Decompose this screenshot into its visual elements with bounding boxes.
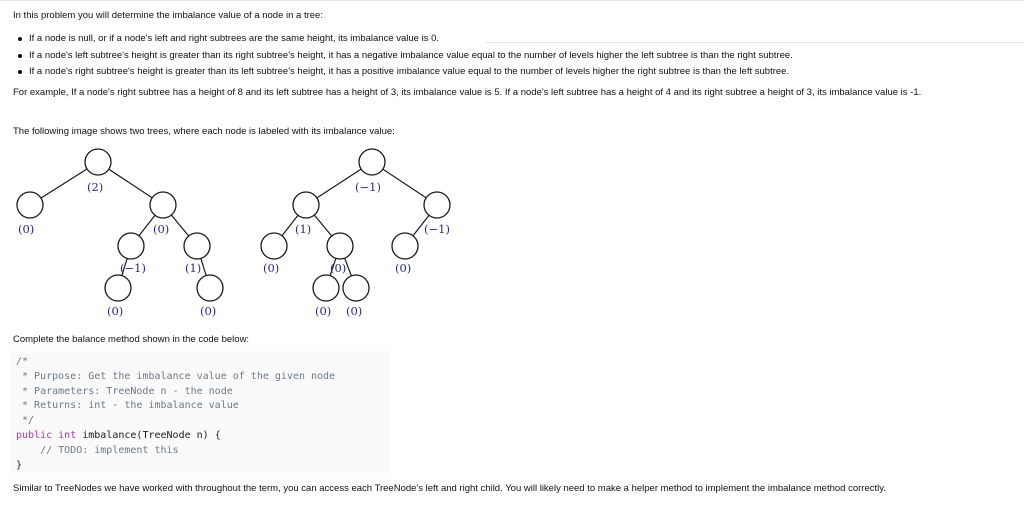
tree1-rr-right-label: (0)	[200, 304, 217, 318]
method-signature: imbalance(TreeNode n) {	[76, 429, 221, 441]
rule-item: If a node's right subtree's height is greater than its left subtree's height, it has a positive imbalance value equal to the number of levels higher the right subtree is than the left subtree.	[13, 64, 793, 81]
code-line: * Purpose: Get the imbalance value of the given node	[16, 370, 336, 382]
example-text: For example, If a node's right subtree has a height of 8 and its left subtree has a height of 3, its imbalance value is 5. If a node's left subtree has a height of 4 and its right subtree a height of 3, its imbalance value is -1.	[13, 87, 922, 98]
tree2-left-right-node	[327, 233, 353, 259]
tree1-left-label: (0)	[18, 222, 35, 236]
code-line: // TODO: implement this	[16, 444, 179, 456]
tree1-right-label: (0)	[153, 222, 170, 236]
rule-item: If a node is null, or if a node's left and right subtrees are the same height, its imbalance value is 0.	[13, 31, 793, 48]
tree1-right-left-label: (−1)	[120, 261, 146, 275]
tree1-rr-right-node	[197, 275, 223, 301]
tree2-lr-left-label: (0)	[315, 304, 332, 318]
tree2-left-left-node	[261, 233, 287, 259]
tree1-right-right-node	[184, 233, 210, 259]
intro-text: In this problem you will determine the imbalance value of a node in a tree:	[13, 10, 323, 21]
tree2-left-label: (1)	[295, 222, 312, 236]
tree2-right-left-label: (0)	[395, 261, 412, 275]
tree1-right-right-label: (1)	[185, 261, 202, 275]
tree2-right-node	[424, 192, 450, 218]
tree2-left-left-label: (0)	[263, 261, 280, 275]
code-line: /*	[16, 356, 29, 367]
tree1-left-node	[17, 192, 43, 218]
tree1-rl-left-node	[105, 275, 131, 301]
code-block	[10, 351, 390, 473]
tree2-lr-right-label: (0)	[346, 304, 363, 318]
rules-list	[13, 31, 793, 81]
tree2-lr-left-node	[313, 275, 339, 301]
image-caption: The following image shows two trees, where each node is labeled with its imbalance value:	[13, 126, 395, 137]
tree2-root-label: (−1)	[355, 180, 381, 194]
code-line: }	[16, 459, 23, 471]
tree1-right-left-node	[118, 233, 144, 259]
tree2-root-node	[359, 149, 385, 175]
tree2-left-right-label: (0)	[330, 261, 347, 275]
code-line: * Returns: int - the imbalance value	[16, 400, 239, 412]
code-line: * Parameters: TreeNode n - the node	[16, 385, 233, 397]
code-line	[16, 429, 390, 444]
complete-instruction: Complete the balance method shown in the code below:	[13, 334, 250, 345]
footer-text: Similar to TreeNodes we have worked with throughout the term, you can access each TreeNode's left and right child. You will likely need to make a helper method to implement the imbalance method correctly.	[13, 483, 886, 494]
keyword-public: public	[16, 429, 53, 441]
keyword-int: int	[58, 429, 77, 441]
tree2-lr-right-node	[343, 275, 369, 301]
tree1-rl-left-label: (0)	[107, 304, 124, 318]
top-border	[0, 0, 1024, 1]
tree2-right-label: (−1)	[424, 222, 450, 236]
tree2-left-node	[293, 192, 319, 218]
tree1-root-label: (2)	[87, 180, 104, 194]
tree1-right-node	[150, 192, 176, 218]
tree2-right-left-node	[392, 233, 418, 259]
rule-item: If a node's left subtree's height is greater than its right subtree's height, it has a negative imbalance value equal to the number of levels higher the left subtree is than the right subtree.	[13, 48, 793, 65]
code-line: */	[16, 415, 35, 427]
tree1-root-node	[85, 149, 111, 175]
tree-diagram	[0, 138, 480, 328]
